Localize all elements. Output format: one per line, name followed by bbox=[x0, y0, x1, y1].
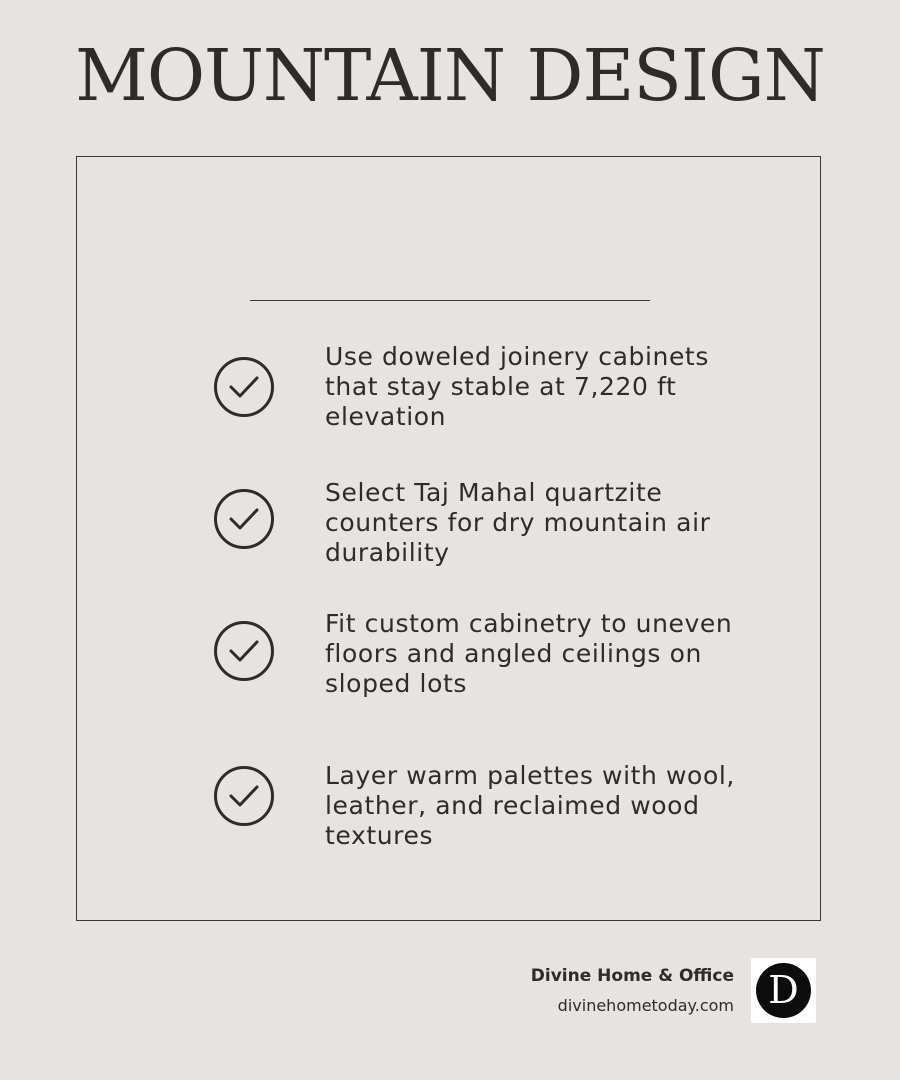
check-circle-icon bbox=[213, 620, 275, 682]
feature-item bbox=[0, 607, 900, 707]
check-circle-icon bbox=[213, 356, 275, 418]
divider-line bbox=[250, 300, 650, 301]
feature-item bbox=[0, 759, 900, 859]
check-circle-icon bbox=[213, 488, 275, 550]
check-circle-icon bbox=[213, 765, 275, 827]
feature-text: Use doweled joinery cabinets that stay stable at 7,220 ft elevation bbox=[325, 342, 709, 431]
brand-url[interactable]: divinehometoday.com bbox=[557, 996, 734, 1015]
page-title: MOUNTAIN DESIGN bbox=[75, 34, 825, 117]
feature-item bbox=[0, 476, 900, 576]
feature-item bbox=[0, 340, 900, 440]
feature-text: Fit custom cabinetry to uneven floors and angled ceilings on sloped lots bbox=[325, 609, 733, 698]
feature-text: Select Taj Mahal quartzite counters for dry mountain air durability bbox=[325, 478, 711, 567]
logo-letter: D bbox=[756, 963, 811, 1018]
feature-text: Layer warm palettes with wool, leather, and reclaimed wood textures bbox=[325, 761, 735, 850]
brand-name: Divine Home & Office bbox=[530, 966, 734, 986]
brand-logo bbox=[751, 958, 816, 1023]
